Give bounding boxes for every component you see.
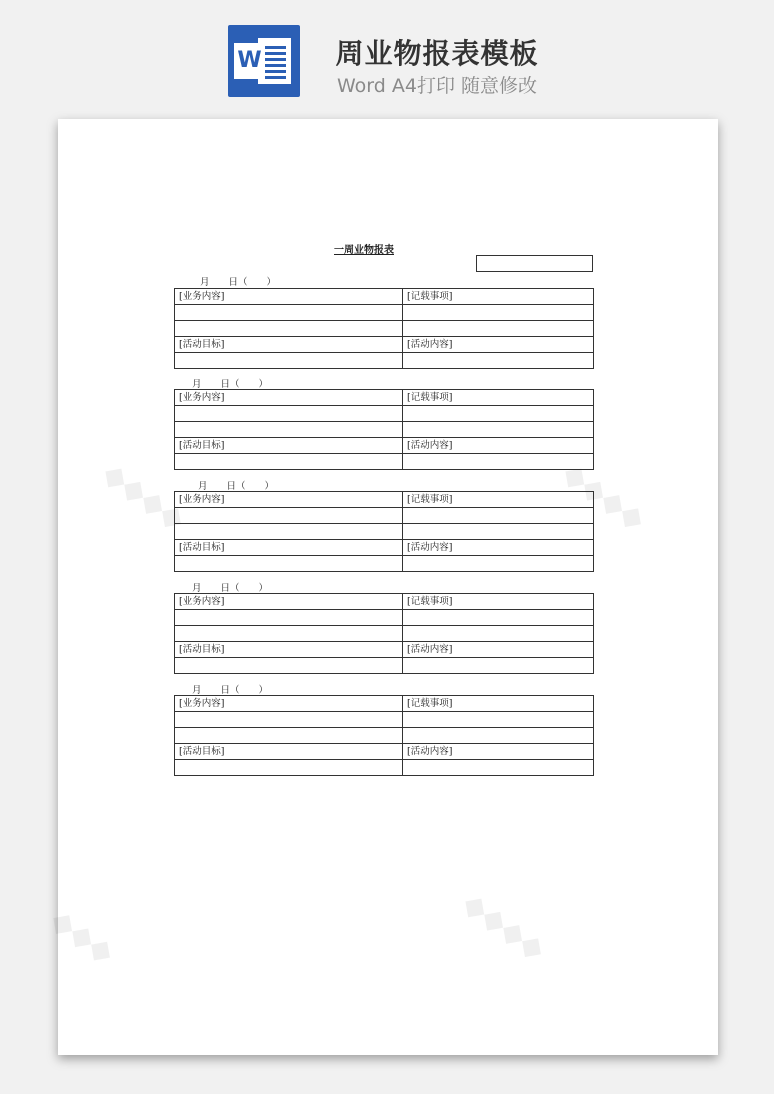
word-icon	[228, 25, 300, 97]
activity-goal-label: [活动目标]	[175, 337, 403, 353]
activity-content-label: [活动内容]	[403, 744, 594, 760]
date-label: 月 日（ ）	[200, 277, 277, 288]
watermark: ◆◆◆◆	[456, 885, 552, 968]
table-cell[interactable]	[403, 321, 594, 337]
table-cell[interactable]	[403, 728, 594, 744]
report-table	[174, 389, 594, 470]
table-cell[interactable]	[403, 610, 594, 626]
table-cell[interactable]	[175, 658, 403, 674]
table-cell[interactable]	[403, 406, 594, 422]
date-label: 月 日（ ）	[198, 481, 275, 492]
report-table	[174, 288, 594, 369]
business-content-label: [业务内容]	[175, 492, 403, 508]
table-cell[interactable]	[403, 305, 594, 321]
template-title: 周业物报表模板	[335, 37, 539, 70]
business-content-label: [业务内容]	[175, 696, 403, 712]
watermark: ◆◆◆◆	[556, 455, 652, 538]
activity-content-label: [活动内容]	[403, 337, 594, 353]
table-cell[interactable]	[403, 556, 594, 572]
date-label: 月 日（ ）	[192, 685, 269, 696]
table-cell[interactable]	[403, 658, 594, 674]
page-header	[0, 0, 774, 110]
table-cell[interactable]	[175, 610, 403, 626]
table-cell[interactable]	[403, 353, 594, 369]
date-label: 月 日（ ）	[192, 583, 269, 594]
date-label: 月 日（ ）	[192, 379, 269, 390]
table-cell[interactable]	[175, 454, 403, 470]
table-cell[interactable]	[175, 626, 403, 642]
table-cell[interactable]	[175, 760, 403, 776]
document-page	[44, 119, 718, 1055]
report-table	[174, 593, 594, 674]
table-cell[interactable]	[175, 556, 403, 572]
table-cell[interactable]	[403, 760, 594, 776]
record-items-label: [记载事项]	[403, 492, 594, 508]
activity-goal-label: [活动目标]	[175, 540, 403, 556]
table-cell[interactable]	[403, 626, 594, 642]
watermark: ◆◆◆	[44, 902, 121, 971]
business-content-label: [业务内容]	[175, 289, 403, 305]
business-content-label: [业务内容]	[175, 594, 403, 610]
template-subtitle: Word A4打印 随意修改	[336, 75, 537, 97]
table-cell[interactable]	[175, 353, 403, 369]
table-cell[interactable]	[175, 406, 403, 422]
table-cell[interactable]	[175, 712, 403, 728]
record-items-label: [记载事项]	[403, 696, 594, 712]
business-content-label: [业务内容]	[175, 390, 403, 406]
table-cell[interactable]	[175, 508, 403, 524]
record-items-label: [记载事项]	[403, 289, 594, 305]
report-table	[174, 491, 594, 572]
word-letter: W	[234, 43, 265, 79]
activity-content-label: [活动内容]	[403, 642, 594, 658]
record-items-label: [记载事项]	[403, 594, 594, 610]
table-cell[interactable]	[175, 422, 403, 438]
table-cell[interactable]	[175, 321, 403, 337]
activity-goal-label: [活动目标]	[175, 642, 403, 658]
header-input-box[interactable]	[476, 255, 593, 272]
record-items-label: [记载事项]	[403, 390, 594, 406]
document-title: 一周业物报表	[334, 245, 394, 256]
table-cell[interactable]	[403, 712, 594, 728]
table-cell[interactable]	[175, 524, 403, 540]
table-cell[interactable]	[175, 305, 403, 321]
activity-content-label: [活动内容]	[403, 438, 594, 454]
activity-content-label: [活动内容]	[403, 540, 594, 556]
report-table	[174, 695, 594, 776]
watermark: ◆◆◆◆	[96, 455, 192, 538]
activity-goal-label: [活动目标]	[175, 438, 403, 454]
table-cell[interactable]	[403, 524, 594, 540]
table-cell[interactable]	[403, 422, 594, 438]
activity-goal-label: [活动目标]	[175, 744, 403, 760]
table-cell[interactable]	[403, 508, 594, 524]
table-cell[interactable]	[403, 454, 594, 470]
table-cell[interactable]	[175, 728, 403, 744]
